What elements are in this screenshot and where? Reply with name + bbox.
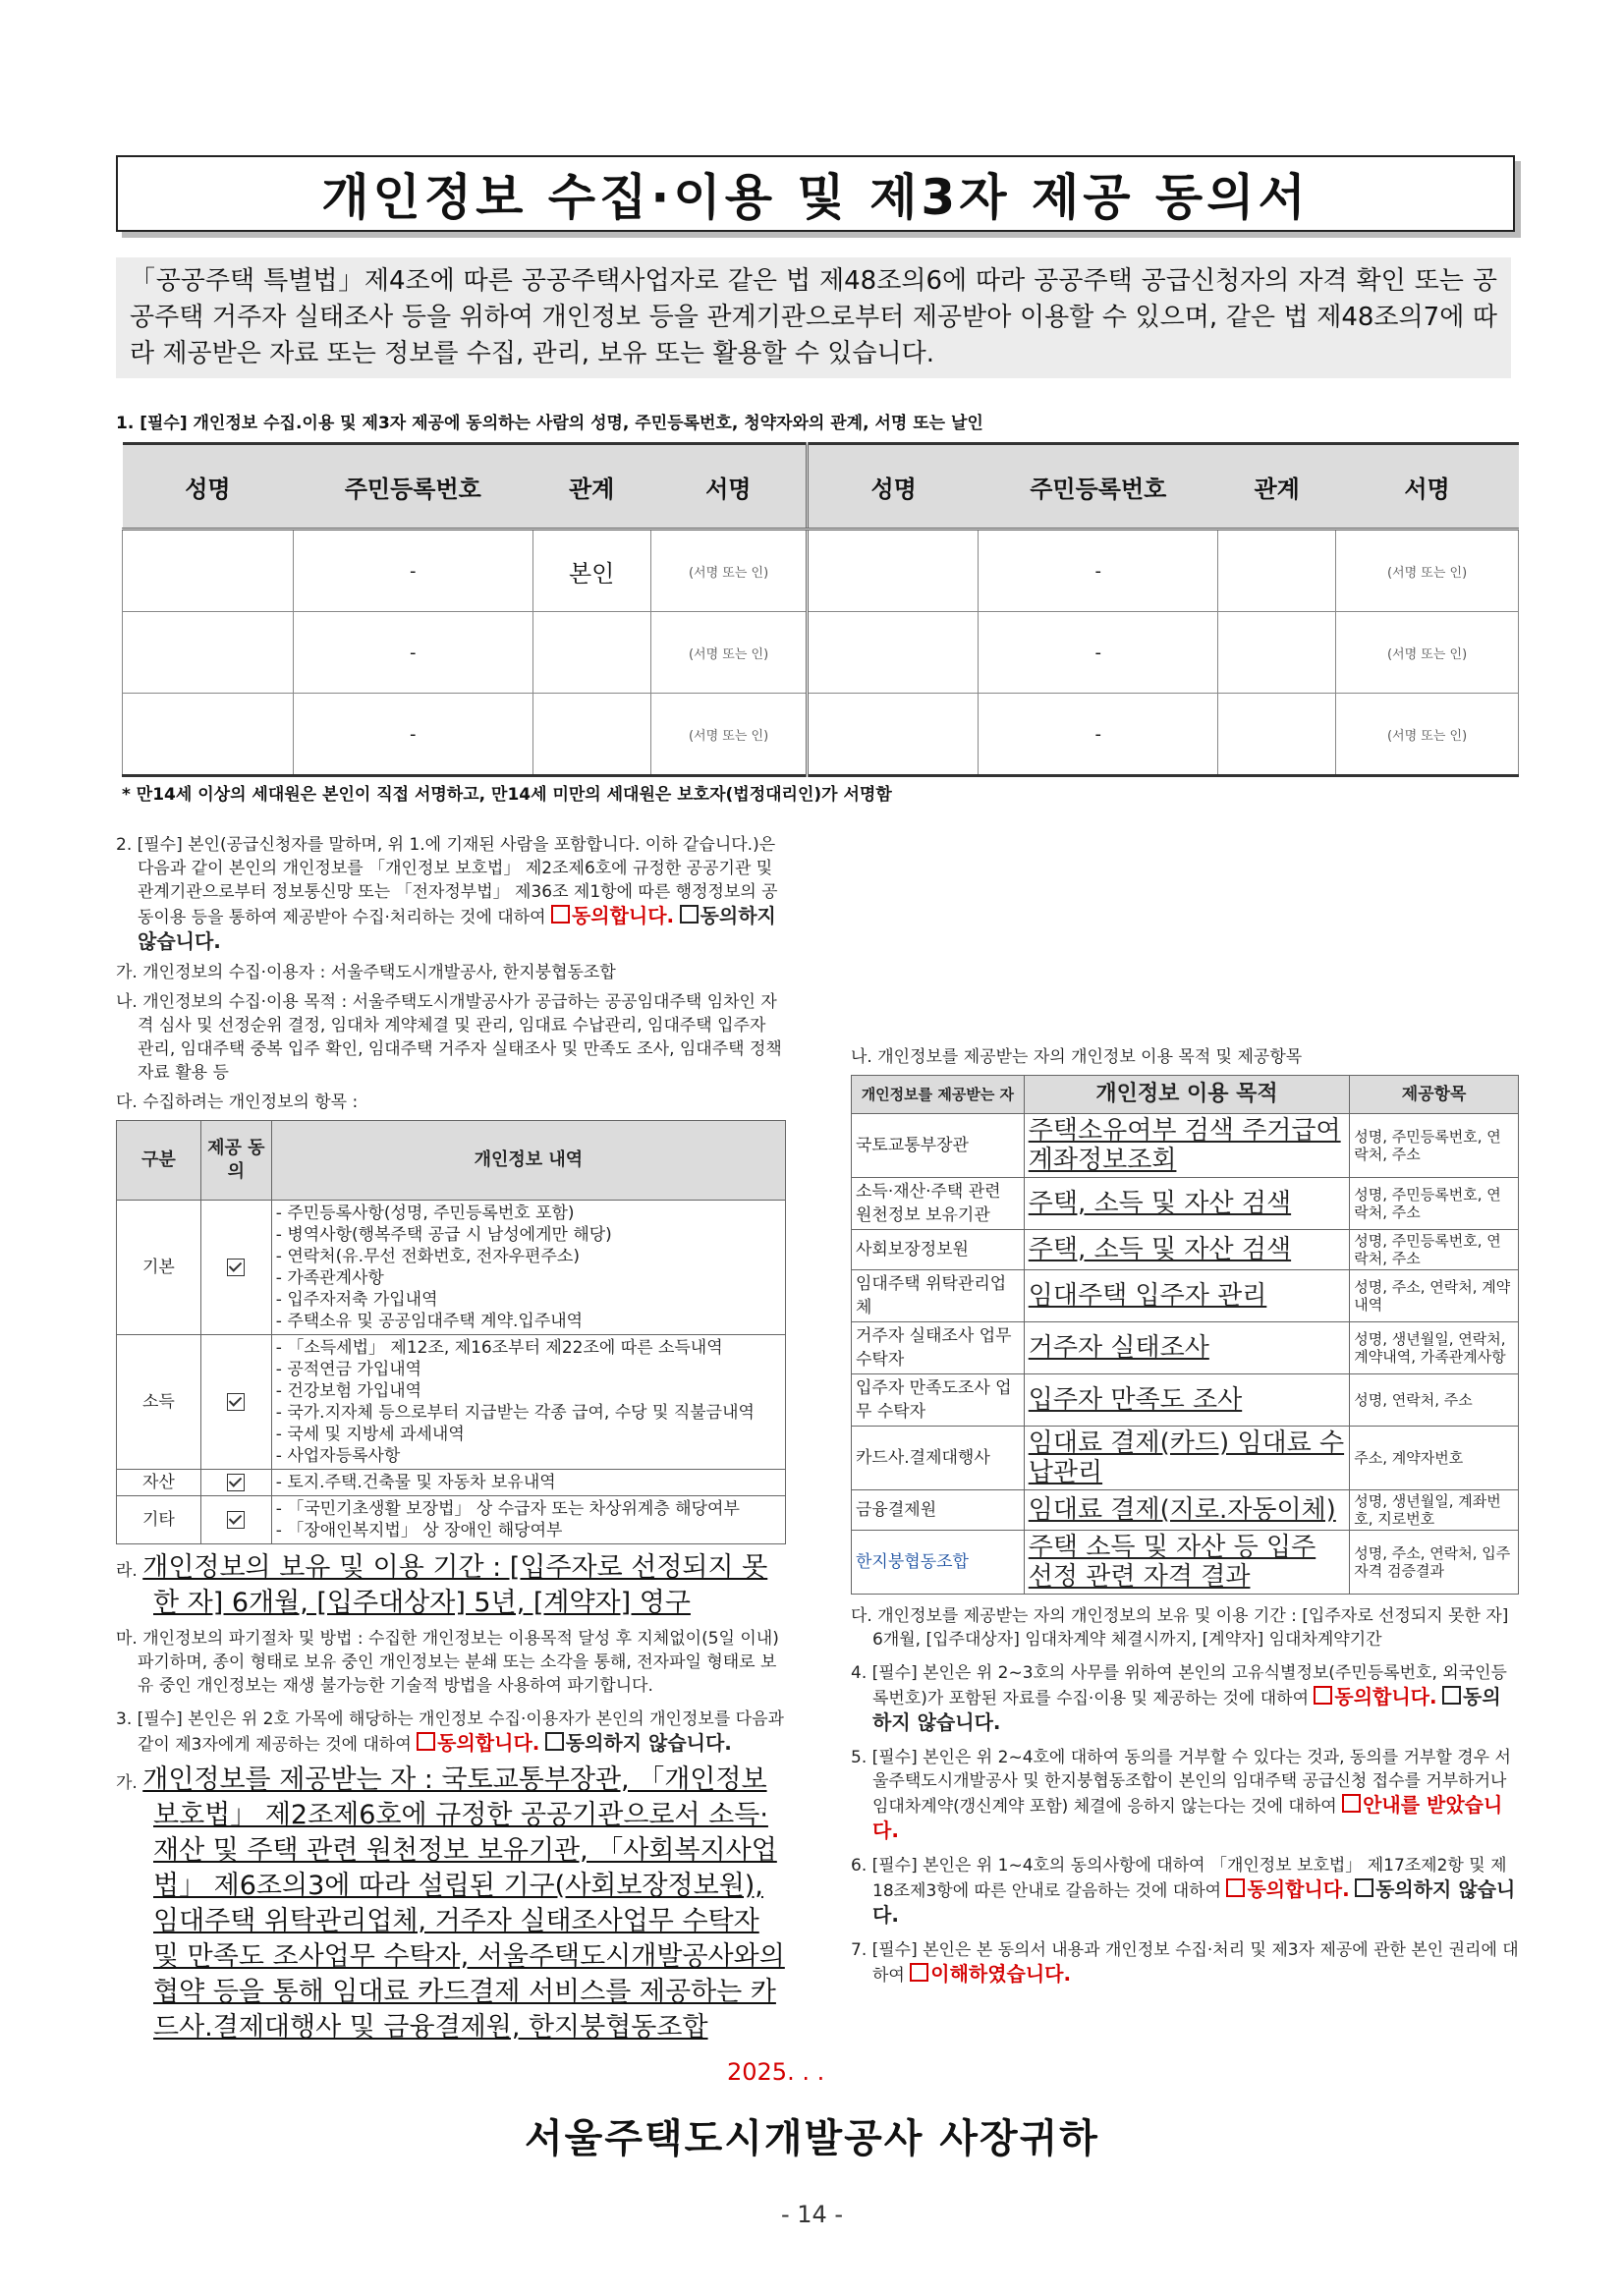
header-sign: 서명 — [650, 444, 808, 530]
name-field[interactable] — [123, 694, 294, 776]
rrn-field[interactable]: - — [979, 530, 1218, 612]
relation-field[interactable] — [532, 612, 650, 694]
category-cell: 기본 — [117, 1201, 201, 1335]
rrn-field[interactable]: - — [293, 694, 532, 776]
section3-text: 3. [필수] 본인은 위 2호 가목에 해당하는 개인정보 수집·이용자가 본인의 개인정보를 다음과 같이 제3자에게 제공하는 것에 대하여 동의합니다. 동의하지 않습니다. — [116, 1709, 784, 1755]
section6-text: 6. [필수] 본인은 위 1~4호의 동의사항에 대하여 「개인정보 보호법」 제17조제2항 및 제18조제3항에 따른 안내로 갈음하는 것에 대하여 동의합니다. 동의하지 않습니다. — [851, 1856, 1516, 1927]
checkbox-checked-icon — [227, 1393, 245, 1411]
header-consent: 제공 동의 — [200, 1121, 271, 1201]
table-row — [123, 694, 1519, 776]
agree-checkbox[interactable]: 동의합니다. — [417, 1731, 539, 1755]
right-column — [851, 1045, 1519, 1993]
date-field[interactable]: 2025. . . — [727, 2058, 825, 2086]
table-row: 금융결제원 임대료 결제(지로.자동이체) 성명, 생년월일, 계좌번호, 지로번호 — [852, 1490, 1519, 1531]
details-cell: - 「국민기초생활 보장법」 상 수급자 또는 차상위계층 해당여부 - 「장애인복지법」 상 장애인 해당여부 — [271, 1496, 785, 1544]
table-row — [123, 612, 1519, 694]
details-cell: - 토지.주택.건축물 및 자동차 보유내역 — [271, 1470, 785, 1496]
checkbox-checked-icon — [227, 1259, 245, 1276]
agree-checkbox[interactable]: 동의합니다. — [1226, 1877, 1349, 1901]
understand-checkbox[interactable]: 이해하였습니다. — [910, 1962, 1071, 1986]
section7-text: 7. [필수] 본인은 본 동의서 내용과 개인정보 수집·처리 및 제3자 제공에 관한 본인 권리에 대하여 이해하였습니다. — [851, 1940, 1519, 1986]
details-cell: - 「소득세법」 제12조, 제16조부터 제22조에 따른 소득내역 - 공적연금 가입내역 - 건강보험 가입내역 - 국가.지자체 등으로부터 지급받는 각종 급여, 수당 및 직불금내역 - 국세 및 지방세 과세내역 - 사업자등록사항 — [271, 1335, 785, 1470]
rrn-field[interactable]: - — [293, 612, 532, 694]
section2-ma: 마. 개인정보의 파기절차 및 방법 : 수집한 개인정보는 이용목적 달성 후 지체없이(5일 이내) 파기하며, 종이 형태로 보유 중인 개인정보는 분쇄 또는 소각을 통해, 전자파일 형태로 보유 중인 개인정보는 재생 불가능한 기술적 방법을 사용하여 파기합니다. — [116, 1629, 779, 1696]
header-name: 성명 — [808, 444, 979, 530]
consent-checkbox[interactable] — [200, 1496, 271, 1544]
table-row — [117, 1470, 786, 1496]
table-row: 사회보장정보원 주택, 소득 및 자산 검색 성명, 주민등록번호, 연락처, 주소 — [852, 1230, 1519, 1270]
sign-field[interactable]: (서명 또는 인) — [1336, 612, 1519, 694]
acknowledge-checkbox[interactable]: 안내를 받았습니다. — [872, 1793, 1503, 1842]
agree-checkbox[interactable]: 동의합니다. — [551, 904, 674, 927]
section2-ga: 가. 개인정보의 수집·이용자 : 서울주택도시개발공사, 한지붕협동조합 — [116, 963, 616, 982]
table-row — [123, 530, 1519, 612]
sign-field[interactable]: (서명 또는 인) — [650, 694, 808, 776]
category-cell: 기타 — [117, 1496, 201, 1544]
collected-items-table — [116, 1120, 786, 1544]
header-category: 구분 — [117, 1121, 201, 1201]
disagree-checkbox[interactable]: 동의하지 않습니다. — [545, 1731, 732, 1755]
section2-text: 2. [필수] 본인(공급신청자를 말하며, 위 1.에 기재된 사람을 포함합니다. 이하 같습니다.)은 다음과 같이 본인의 개인정보를 「개인정보 보호법」 제2조제6호에 규정한 공공기관 및 관계기관으로부터 정보통신망 또는 「전자정부법」 제36조 제1항에 따른 행정정보의 공동이용 등을 통하여 제공받아 수집·처리하는 것에 대하여 동의합니다. 동의하지 않습니다. — [116, 835, 778, 953]
closing-addressee: 서울주택도시개발공사 사장귀하 — [525, 2116, 1099, 2161]
table-row: 거주자 실태조사 업무 수탁자 거주자 실태조사 성명, 생년월일, 연락처, 계약내역, 가족관계사항 — [852, 1322, 1519, 1374]
name-field[interactable] — [808, 612, 979, 694]
checkbox-checked-icon — [227, 1511, 245, 1529]
section3-na: 나. 개인정보를 제공받는 자의 개인정보 이용 목적 및 제공항목 — [851, 1047, 1303, 1067]
page-number: - 14 - — [780, 2201, 844, 2228]
section4-text: 4. [필수] 본인은 위 2~3호의 사무를 위하여 본인의 고유식별정보(주민등록번호, 외국인등록번호)가 포함된 자료를 수집·이용 및 제공하는 것에 대하여 동의합니다. 동의하지 않습니다. — [851, 1663, 1507, 1734]
name-field[interactable] — [123, 612, 294, 694]
name-field[interactable] — [808, 694, 979, 776]
header-details: 개인정보 내역 — [271, 1121, 785, 1201]
rrn-field[interactable]: - — [293, 530, 532, 612]
header-recipient: 개인정보를 제공받는 자 — [852, 1076, 1025, 1114]
disagree-checkbox[interactable]: 동의하지 않습니다. — [872, 1685, 1501, 1734]
details-cell: - 주민등록사항(성명, 주민등록번호 포함) - 병역사항(행복주택 공급 시 남성에게만 해당) - 연락처(유.무선 전화번호, 전자우편주소) - 가족관계사항 - 입주자저축 가입내역 - 주택소유 및 공공임대주택 계약.입주내역 — [271, 1201, 785, 1335]
header-items: 제공항목 — [1350, 1076, 1519, 1114]
category-cell: 소득 — [117, 1335, 201, 1470]
header-sign: 서명 — [1336, 444, 1519, 530]
name-field[interactable] — [808, 530, 979, 612]
left-column — [116, 833, 786, 2051]
category-cell: 자산 — [117, 1470, 201, 1496]
page-title: 개인정보 수집·이용 및 제3자 제공 동의서 — [321, 169, 1310, 226]
signature-note: * 만14세 이상의 세대원은 본인이 직접 서명하고, 만14세 미만의 세대원은 보호자(법정대리인)가 서명함 — [122, 785, 892, 805]
header-relation: 관계 — [1218, 444, 1336, 530]
header-rrn: 주민등록번호 — [293, 444, 532, 530]
checkbox-checked-icon — [227, 1474, 245, 1491]
section5-text: 5. [필수] 본인은 위 2~4호에 대하여 동의를 거부할 수 있다는 것과, 동의를 거부할 경우 서울주택도시개발공사 및 한지붕협동조합이 본인의 임대주택 공급신청 접수를 거부하거나 임대차계약(갱신계약 포함) 체결에 응하지 않는다는 것에 대하여 안내를 받았습니다. — [851, 1748, 1511, 1842]
signature-table-header — [123, 444, 1519, 530]
sign-field[interactable]: (서명 또는 인) — [650, 612, 808, 694]
title-box — [116, 155, 1515, 232]
relation-field[interactable] — [1218, 694, 1336, 776]
sign-field[interactable]: (서명 또는 인) — [1336, 530, 1519, 612]
consent-checkbox[interactable] — [200, 1201, 271, 1335]
section3-da: 다. 개인정보를 제공받는 자의 개인정보의 보유 및 이용 기간 : [입주자로 선정되지 못한 자] 6개월, [입주대상자] 임대차계약 체결시까지, [계약자] 임대차계약기간 — [851, 1606, 1509, 1650]
section3-ga: 가. 개인정보를 제공받는 자 : 국토교통부장관, 「개인정보 보호법」 제2조제6호에 규정한 공공기관으로서 소득·재산 및 주택 관련 원천정보 보유기관, 「사회복지사업법」 제6조의3에 따라 설립된 기구(사회보장정보원), 임대주택 위탁관리업체, 거주자 실태조사업무 수탁자 및 만족도 조사업무 수탁자, 서울주택도시개발공사와의 협약 등을 통해 임대료 카드결제 서비스를 제공하는 카드사.결제대행사 및 금융결제원, 한지붕협동조합 — [116, 1764, 785, 2043]
section2-da: 다. 수집하려는 개인정보의 항목 : — [116, 1092, 359, 1112]
table-row — [117, 1201, 786, 1335]
sign-field[interactable]: (서명 또는 인) — [1336, 694, 1519, 776]
relation-field[interactable] — [1218, 612, 1336, 694]
table-row — [117, 1496, 786, 1544]
rrn-field[interactable]: - — [979, 612, 1218, 694]
table-row: 입주자 만족도조사 업무 수탁자 입주자 만족도 조사 성명, 연락처, 주소 — [852, 1374, 1519, 1427]
table-row: 소득·재산·주택 관련 원천정보 보유기관 주택, 소득 및 자산 검색 성명, 주민등록번호, 연락처, 주소 — [852, 1178, 1519, 1230]
rrn-field[interactable]: - — [979, 694, 1218, 776]
signature-table — [122, 442, 1519, 777]
disagree-checkbox[interactable]: 동의하지 않습니다. — [872, 1877, 1516, 1927]
name-field[interactable] — [123, 530, 294, 612]
section1-heading: 1. [필수] 개인정보 수집.이용 및 제3자 제공에 동의하는 사람의 성명, 주민등록번호, 청약자와의 관계, 서명 또는 날인 — [116, 414, 983, 433]
table-row: 임대주택 위탁관리업체 임대주택 입주자 관리 성명, 주소, 연락처, 계약내역 — [852, 1270, 1519, 1322]
table-row — [117, 1335, 786, 1470]
consent-checkbox[interactable] — [200, 1335, 271, 1470]
relation-field[interactable] — [532, 694, 650, 776]
header-purpose: 개인정보 이용 목적 — [1024, 1076, 1350, 1114]
disagree-checkbox[interactable]: 동의하지 않습니다. — [138, 904, 776, 953]
recipient-table — [851, 1075, 1519, 1595]
table-row: 카드사.결제대행사 임대료 결제(카드) 임대료 수납관리 주소, 계약자번호 — [852, 1427, 1519, 1490]
relation-field[interactable]: 본인 — [532, 530, 650, 612]
section2-ra: 라. 개인정보의 보유 및 이용 기간 : [입주자로 선정되지 못한 자] 6개월, [입주대상자] 5년, [계약자] 영구 — [116, 1552, 768, 1618]
header-relation: 관계 — [532, 444, 650, 530]
sign-field[interactable]: (서명 또는 인) — [650, 530, 808, 612]
consent-checkbox[interactable] — [200, 1470, 271, 1496]
section2-na: 나. 개인정보의 수집·이용 목적 : 서울주택도시개발공사가 공급하는 공공임대주택 임차인 자격 심사 및 선정순위 결정, 임대차 계약체결 및 관리, 임대료 수납관리, 임대주택 입주자 관리, 임대주택 중복 입주 확인, 임대주택 거주자 실태조사 및 만족도 조사, 임대주택 정책 자료 활용 등 — [116, 992, 782, 1083]
table-row: 국토교통부장관 주택소유여부 검색 주거급여 계좌정보조회 성명, 주민등록번호, 연락처, 주소 — [852, 1114, 1519, 1178]
agree-checkbox[interactable]: 동의합니다. — [1314, 1685, 1436, 1708]
header-name: 성명 — [123, 444, 294, 530]
intro-paragraph: 「공공주택 특별법」제4조에 따른 공공주택사업자로 같은 법 제48조의6에 따라 공공주택 공급신청자의 자격 확인 또는 공공주택 거주자 실태조사 등을 위하여 개인정보 등을 관계기관으로부터 제공받아 이용할 수 있으며, 같은 법 제48조의7에 따라 제공받은 자료 또는 정보를 수집, 관리, 보유 또는 활용할 수 있습니다. — [116, 257, 1511, 378]
relation-field[interactable] — [1218, 530, 1336, 612]
table-row: 한지붕협동조합 주택 소득 및 자산 등 입주 선정 관련 자격 결과 성명, 주소, 연락처, 입주자격 검증결과 — [852, 1531, 1519, 1595]
header-rrn: 주민등록번호 — [979, 444, 1218, 530]
